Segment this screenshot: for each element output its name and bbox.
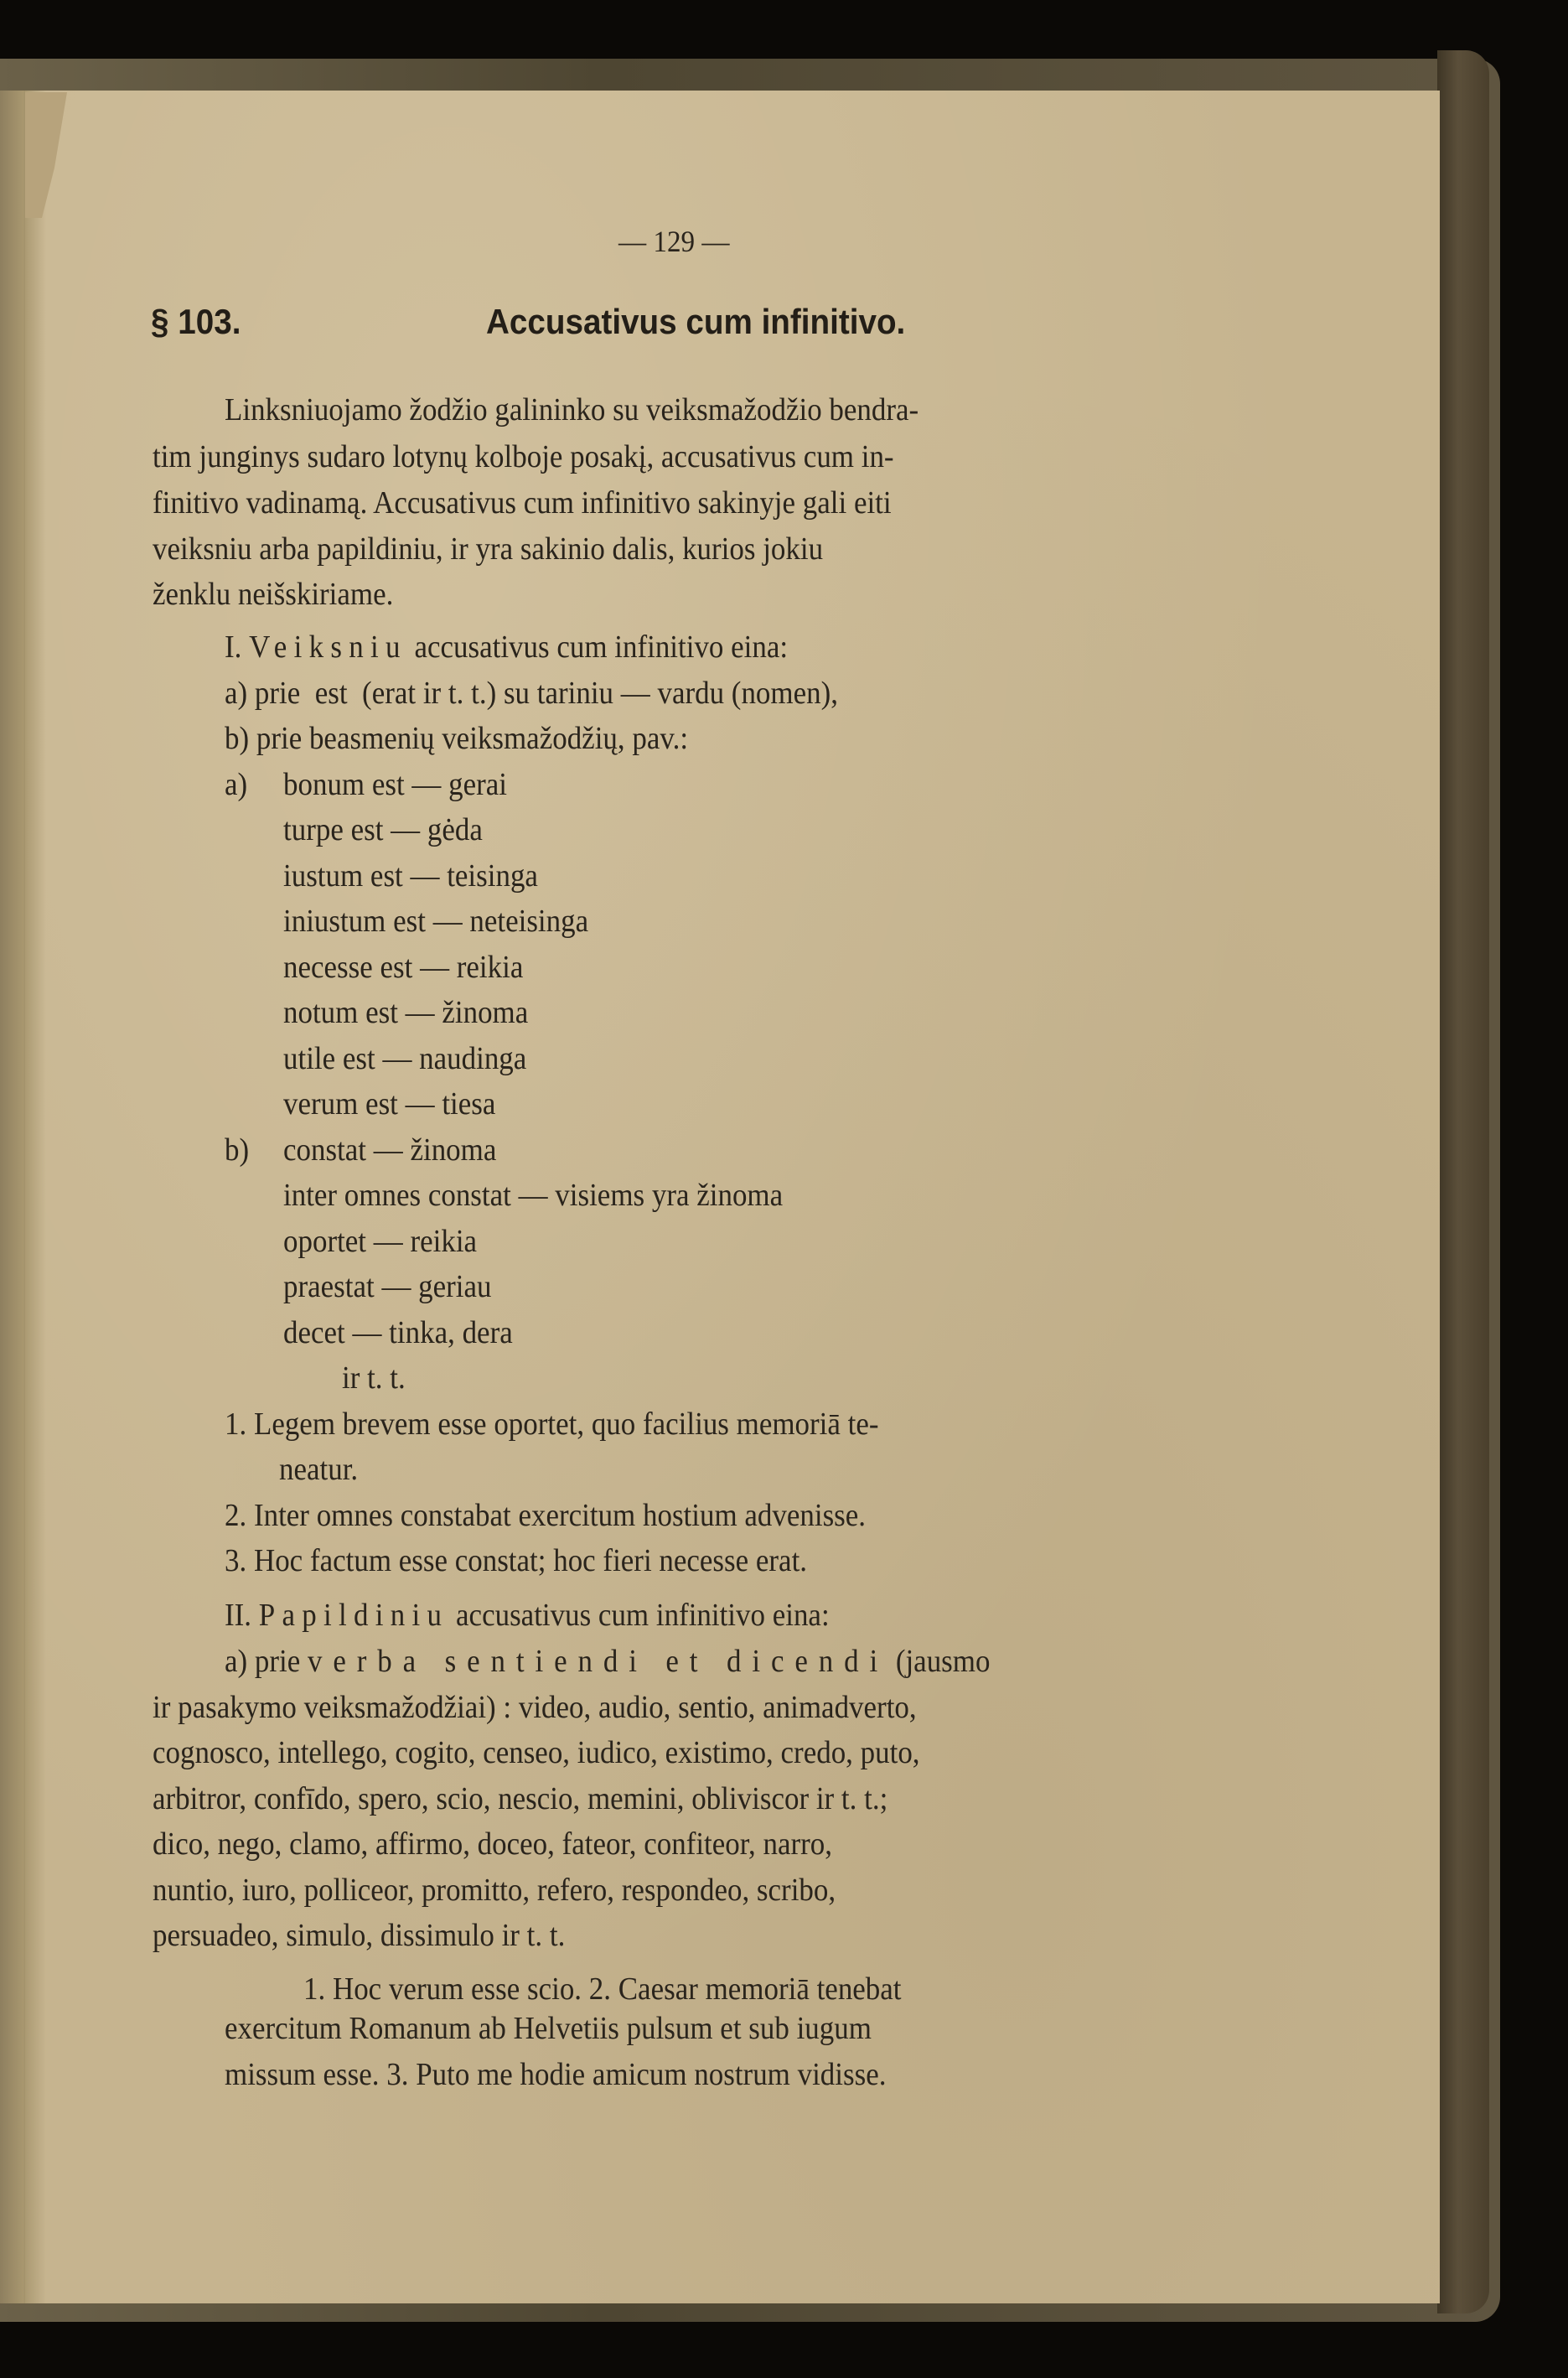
rule-marker: a) prie: [225, 1644, 301, 1679]
intro-line-4: veiksniu arba papildiniu, ir yra sakinio dalis, kurios jokiu: [153, 531, 824, 567]
vocab-item: oportet — reikia: [283, 1224, 478, 1259]
part2-label: II.: [225, 1598, 252, 1633]
part2-spaced-word: Papildiniu: [258, 1598, 449, 1633]
example-2: [225, 1500, 866, 1531]
page-gutter-shadow: [0, 91, 46, 2303]
example-text: Inter omnes constabat exercitum hostium advenisse.: [253, 1498, 867, 1533]
group-b-marker: b): [225, 1132, 250, 1168]
intro-line-1: Linksniuojamo žodžio galininko su veiksmažodžio bendra-: [225, 392, 919, 427]
section-title: Accusativus cum infinitivo.: [486, 302, 906, 341]
example-number: 1.: [225, 1407, 247, 1442]
verb-line: dico, nego, clamo, affirmo, doceo, fateor, confiteor, narro,: [153, 1826, 832, 1862]
group-a-marker: a): [225, 767, 248, 802]
part2-rule-a: [225, 1645, 990, 1677]
example-text: Legem brevem esse oportet, quo facilius memoriā te-: [253, 1407, 879, 1442]
example-text: Hoc factum esse constat; hoc fieri necesse erat.: [253, 1543, 808, 1578]
part2-heading: [225, 1599, 830, 1631]
vocab-item: bonum est — gerai: [283, 767, 508, 802]
verb-line: arbitror, confīdo, spero, scio, nescio, memini, obliviscor ir t. t.;: [153, 1781, 888, 1816]
example-3: [225, 1545, 807, 1577]
part1-rest: accusativus cum infinitivo eina:: [414, 629, 789, 665]
example-number: 2.: [225, 1498, 247, 1533]
page-number: — 129 —: [618, 225, 730, 258]
vocab-item: utile est — naudinga: [283, 1041, 527, 1076]
part1-rule-b: [225, 723, 688, 754]
intro-line-3: finitivo vadinamą. Accusativus cum infinitivo sakinyje gali eiti: [153, 485, 892, 521]
example-1: [225, 1408, 879, 1440]
vocab-item: iniustum est — neteisinga: [283, 904, 589, 939]
part1-label: I.: [225, 629, 242, 665]
part2-example-line: missum esse. 3. Puto me hodie amicum nostrum vidisse.: [225, 2057, 887, 2092]
rule-text: prie beasmenių veiksmažodžių, pav.:: [256, 721, 689, 756]
part1-rule-a: [225, 677, 838, 709]
verb-line: nuntio, iuro, polliceor, promitto, refero, respondeo, scribo,: [153, 1873, 836, 1908]
vocab-item: necesse est — reikia: [283, 950, 524, 985]
intro-line-5: ženklu neišskiriame.: [153, 577, 394, 612]
vocab-item: turpe est — gėda: [283, 812, 483, 847]
rule-text: prie est (erat ir t. t.) su tariniu — vardu (nomen),: [254, 676, 838, 711]
part1-spaced-word: Veiksniu: [249, 629, 407, 665]
part2-example-line: 1. Hoc verum esse scio. 2. Caesar memoriā tenebat: [303, 1971, 902, 2007]
part2-rest: accusativus cum infinitivo eina:: [456, 1598, 830, 1633]
example-number: 3.: [225, 1543, 247, 1578]
verb-line: cognosco, intellego, cogito, censeo, iudico, existimo, credo, puto,: [153, 1735, 920, 1770]
verb-line: ir pasakymo veiksmažodžiai) : video, audio, sentio, animadverto,: [153, 1690, 917, 1725]
vocab-item: iustum est — teisinga: [283, 858, 538, 894]
part2-example-line: exercitum Romanum ab Helvetiis pulsum et sub iugum: [225, 2011, 872, 2046]
section-number: § 103.: [151, 302, 241, 341]
rule-marker: b): [225, 721, 250, 756]
vocab-item: decet — tinka, dera: [283, 1315, 513, 1350]
vocab-item: inter omnes constat — visiems yra žinoma: [283, 1178, 784, 1213]
part1-heading: [225, 631, 788, 663]
vocab-item: constat — žinoma: [283, 1132, 497, 1168]
vocab-item: praestat — geriau: [283, 1269, 492, 1304]
vocab-item: notum est — žinoma: [283, 995, 529, 1030]
rule-tail: (jausmo: [895, 1644, 991, 1679]
verb-line: persuadeo, simulo, dissimulo ir t. t.: [153, 1918, 566, 1953]
example-1-continued: neatur.: [279, 1452, 359, 1487]
intro-line-2: tim junginys sudaro lotynų kolboje posakį, accusativus cum in-: [153, 439, 894, 474]
book-spine-edge: [1437, 50, 1489, 2313]
etc-text: ir t. t.: [342, 1360, 406, 1396]
vocab-item: verum est — tiesa: [283, 1086, 496, 1122]
rule-spaced-term: verba sentiendi et dicendi: [308, 1644, 889, 1679]
rule-marker: a): [225, 676, 248, 711]
